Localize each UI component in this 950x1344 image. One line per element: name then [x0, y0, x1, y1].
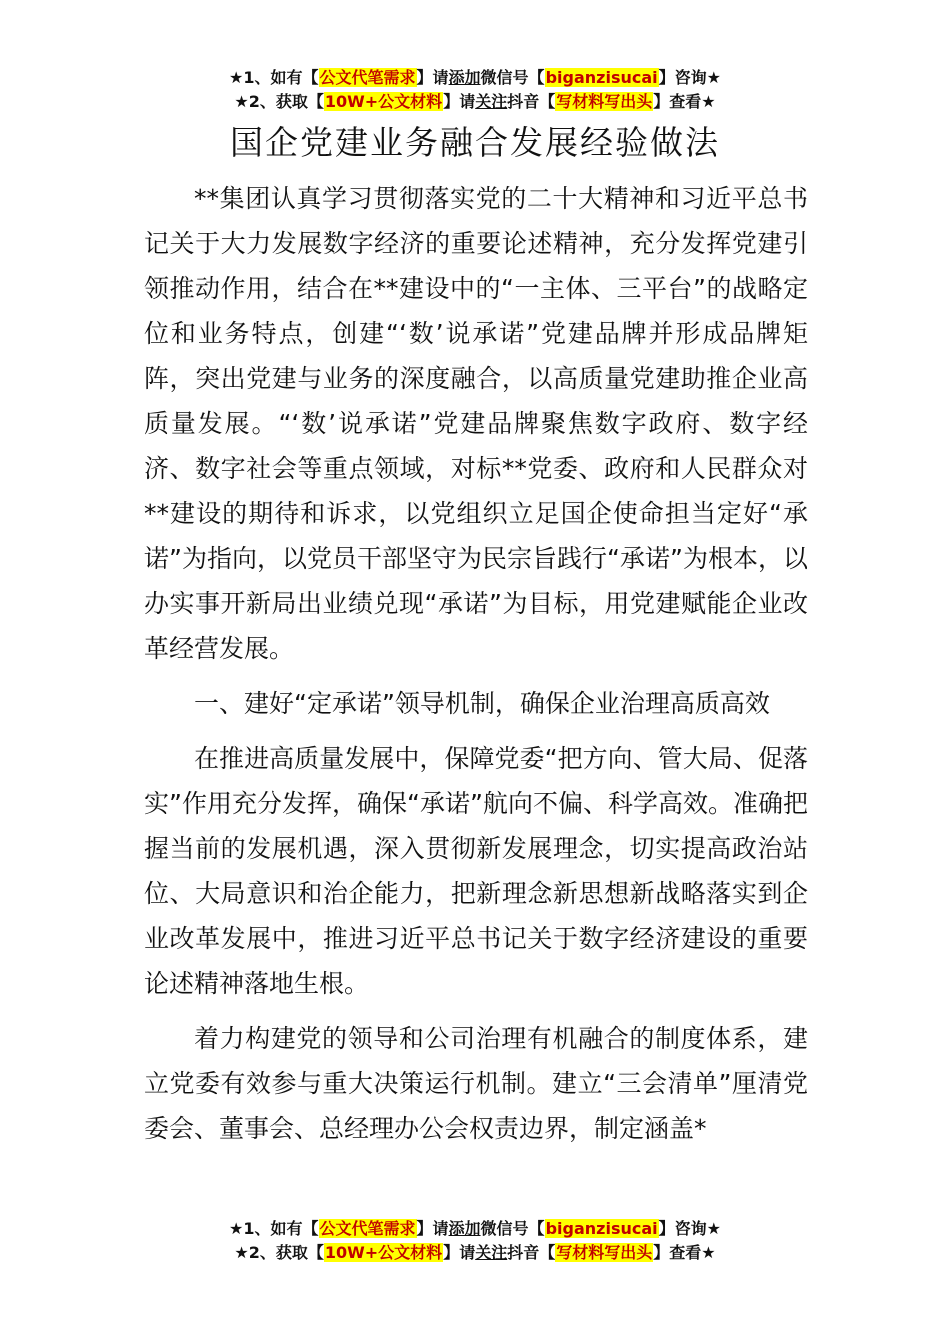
promo-line-1: ★1、如有【公文代笔需求】请添加微信号【biganzisucai】咨询★ [229, 1219, 721, 1238]
promo-line-2: ★2、获取【10W+公文材料】请关注抖音【写材料写出头】查看★ [234, 92, 716, 111]
document-title: 国企党建业务融合发展经验做法 [230, 123, 720, 162]
paragraph-2: 在推进高质量发展中，保障党委“把方向、管大局、促落实”作用充分发挥，确保“承诺”航向不偏、科学高效。准确把握当前的发展机遇，深入贯彻新发展理念，切实提高政治站位、大局意识和治企能力，把新理念新思想新战略落实到企业改革发展中，推进习近平总书记关于数字经济建设的重要论述精神落地生根。 [144, 744, 808, 998]
promo-line-1: ★1、如有【公文代笔需求】请添加微信号【biganzisucai】咨询★ [229, 68, 721, 87]
douyin-account[interactable]: 写材料写出头 [556, 92, 653, 111]
section-heading-1: 一、建好“定承诺”领导机制，确保企业治理高质高效 [194, 689, 770, 718]
highlight-materials: 10W+公文材料 [324, 92, 443, 111]
wechat-id[interactable]: biganzisucai [545, 68, 658, 87]
highlight-materials: 10W+公文材料 [324, 1243, 443, 1262]
paragraph-3: 着力构建党的领导和公司治理有机融合的制度体系，建立党委有效参与重大决策运行机制。建立“三会清单”厘清党委会、董事会、总经理办公会权责边界，制定涵盖* [144, 1024, 808, 1143]
paragraph-intro: **集团认真学习贯彻落实党的二十大精神和习近平总书记关于大力发展数字经济的重要论述精神，充分发挥党建引领推动作用，结合在**建设中的“一主体、三平台”的战略定位和业务特点，创建“‘数’说承诺”党建品牌并形成品牌矩阵，突出党建与业务的深度融合，以高质量党建助推企业高质量发展。“‘数’说承诺”党建品牌聚焦数字政府、数字经济、数字社会等重点领域，对标**党委、政府和人民群众对**建设的期待和诉求，以党组织立足国企使命担当定好“承诺”为指向，以党员干部坚守为民宗旨践行“承诺”为根本，以办实事开新局出业绩兑现“承诺”为目标，用党建赋能企业改革经营发展。 [144, 184, 808, 663]
highlight-service: 公文代笔需求 [319, 1219, 416, 1238]
douyin-account[interactable]: 写材料写出头 [556, 1243, 653, 1262]
promo-footer [0, 1217, 950, 1265]
highlight-service: 公文代笔需求 [319, 68, 416, 87]
document-body [144, 176, 808, 1151]
promo-line-2: ★2、获取【10W+公文材料】请关注抖音【写材料写出头】查看★ [234, 1243, 716, 1262]
wechat-id[interactable]: biganzisucai [545, 1219, 658, 1238]
promo-header [0, 66, 950, 114]
